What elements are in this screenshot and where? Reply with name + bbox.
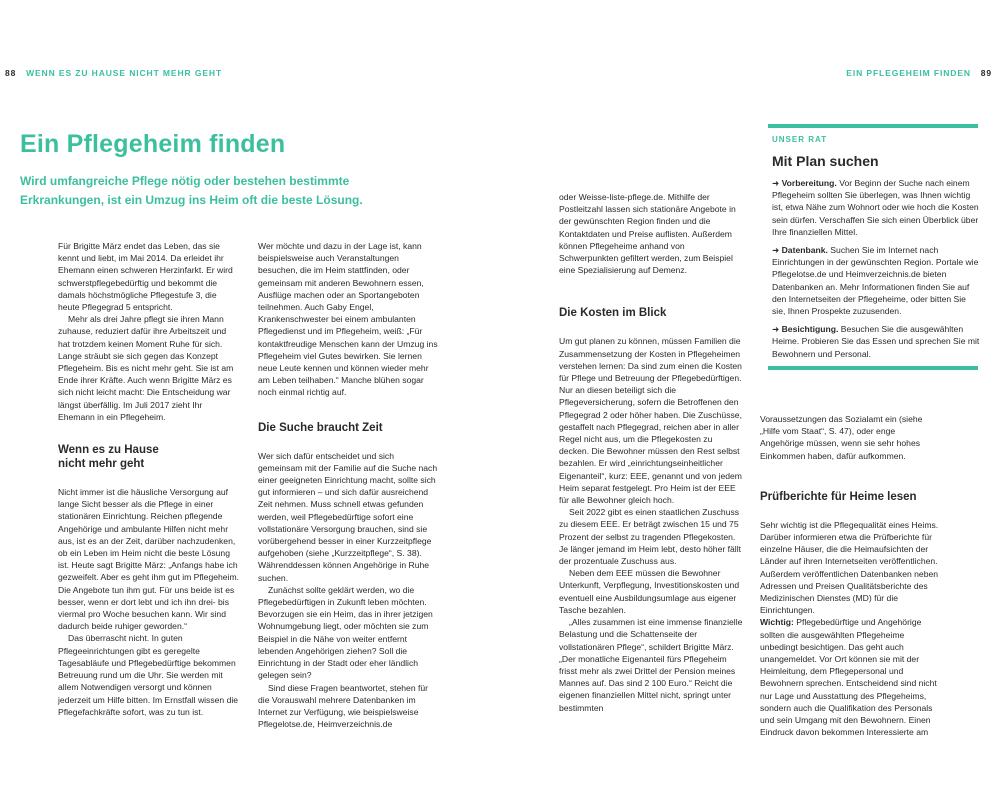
paragraph: Voraussetzungen das Sozialamt ein (siehe „Hilfe vom Staat“, S. 47), oder enge Angehörige müssen, wenn sie sehr hohes Einkommen haben, dafür aufkommen. <box>760 414 923 461</box>
paragraph: Mehr als drei Jahre pflegt sie ihren Mann zuhause, reduziert dafür ihre Arbeitszeit und hat trotzdem keinen Moment Ruhe für sich. Lange sträubt sie sich gegen das Konzept Pflegeheim. Bis es nicht mehr geht. Sie ist am Ende ihrer Kräfte. Auch wenn Brigitte März es sich nicht leicht macht: Die Entscheidung war längst überfällig. Im Juli 2017 zieht Ihr Ehemann in ein Pflegeheim. <box>58 314 234 422</box>
text-column-4 <box>760 413 940 738</box>
paragraph: Neben dem EEE müssen die Bewohner Unterkunft, Verpflegung, Investitionskosten und eventuell eine Ausbildungsumlage aus eigener Tasche bezahlen. <box>559 568 740 615</box>
arrow-right-icon: ➜ <box>772 178 780 188</box>
accent-bar-bottom <box>768 366 978 370</box>
text-column-3 <box>559 191 744 714</box>
paragraph: Wer sich dafür entscheidet und sich gemeinsam mit der Familie auf die Suche nach einer geeigneten Einrichtung macht, sollte sich gut informieren – und sich dafür ausreichend Zeit nehmen. Muss schnell etwas gefunden werden, weil Pflegebedürftige sofort eine vollstationäre Versorgung brauchen, sind sie vorübergehend besser in einer Kurzzeitpflege aufgehoben (siehe „Kurzzeitpflege“, S. 38). Währenddessen können Angehörige in Ruhe suchen. <box>258 450 438 583</box>
paragraph: Sehr wichtig ist die Pflegequalität eines Heims. Darüber informieren etwa die Prüfberichte für einzelne Häuser, die die Heimaufsichten der Länder auf ihren Internetseiten veröffentlichen. Außerdem veröffentlichen Datenbanken neben Adressen und Preisen Qualitätsberichte des Medizinischen Dienstes (MD) für die Einrichtungen. <box>760 519 939 616</box>
advice-term: Vorbereitung. <box>781 178 837 188</box>
paragraph: oder Weisse-liste-pflege.de. Mithilfe der Postleitzahl lassen sich stationäre Angebote in der gewünschten Region finden und die Kontaktdaten und Preise auflisten. Außerdem können Pflegeheime anhand von Schwerpunkten gefiltert werden, zum Beispiel eine Spezialisierung auf Demenz. <box>559 192 736 276</box>
paragraph: „Alles zusammen ist eine immense finanzielle Belastung und die Schattenseite der vollstationären Pflege“, schildert Brigitte März. „Der monatliche Eigenanteil fürs Pflegeheim frisst mehr als zwei Drittel der Pension meines Mannes auf. Das sind 2 100 Euro.“ Reicht die eigenen finanziellen Mittel nicht, springt unter bestimmten <box>559 617 743 713</box>
paragraph: Für Brigitte März endet das Leben, das sie kennt und liebt, im Mai 2014. Da erleidet ihr Ehemann einen schweren Herzinfarkt. Er wird schwerstpflegebedürftig und bekommt die damals höchstmögliche Pflegestufe 3, die heute Pflegegrad 5 entspricht. <box>58 241 233 313</box>
running-header-left <box>5 68 222 78</box>
section-heading: Die Kosten im Blick <box>559 307 667 320</box>
advice-item <box>772 323 980 360</box>
paragraph: Um gut planen zu können, müssen Familien die Zusammensetzung der Kosten in Pflegeheimen verstehen lernen: Da sind zum einen die Kosten für Pflege und Betreuung der Pflegebedürftigen. Nur an diesen beteiligt sich die Pflegeversicherung, sofern die Betroffenen den Pflegegrad 2 oder höher haben. Die Zuschüsse, gestaffelt nach Pflegegrad, reichen aber in aller Regel nicht aus, um die Pflegekosten zu decken. Die Bewohner müssen den Rest selbst bezahlen. Er wird „einrichtungseinheitlicher Eigenanteil“, kurz: EEE, genannt und von jedem Heim separat festgelegt. Pro Heim ist der EEE für alle Bewohner gleich hoch. <box>559 336 742 506</box>
page-number-right: 89 <box>980 68 992 78</box>
paragraph: Das überrascht nicht. In guten Pflegeeinrichtungen gibt es geregelte Tagesabläufe und Pflegebedürftige bekommen Betreuung rund um die Uhr. Sie werden mit allem Notwendigen versorgt und können jederzeit um Hilfe bitten. Im Ernstfall wissen die Pflegefachkräfte sofort, was zu tun ist. <box>58 633 239 717</box>
advice-term: Besichtigung. <box>781 324 839 335</box>
advice-text: Besuchen Sie die ausgewählten Heime. Probieren Sie das Essen und sprechen Sie mit Bewohnern und Personal. <box>772 324 980 359</box>
paragraph: Seit 2022 gibt es einen staatlichen Zuschuss zu diesem EEE. Er beträgt zwischen 15 und 75 Prozent der selbst zu tragenden Pflegekosten. Je länger jemand im Heim lebt, desto höher fällt der prozentuale Zuschuss aus. <box>559 507 741 567</box>
advice-items <box>772 177 980 360</box>
advice-box <box>768 124 978 370</box>
arrow-right-icon: ➜ <box>772 245 780 256</box>
paragraph <box>760 616 940 738</box>
paragraph-text: Pflegebedürftige und Angehörige sollten die ausgewählten Pflegeheime unbedingt besichtigen. Das geht auch unangemeldet. Vor Ort können sie mit der Heimleitung, dem Pflegepersonal und Bewohnern sprechen. Entscheidend sind nicht nur Lage und Ausstattung des Pflegeheims, sondern auch die Qualifikation des Personals und sein Umgang mit den Bewohnern. Einen Eindruck davon bekommen Interessierte am <box>760 617 937 738</box>
running-title-left: WENN ES ZU HAUSE NICHT MEHR GEHT <box>26 68 223 78</box>
section-heading: Wenn es zu Hause nicht mehr geht <box>58 444 159 471</box>
advice-item <box>772 244 980 317</box>
advice-label: UNSER RAT <box>772 135 828 144</box>
paragraph: Sind diese Fragen beantwortet, stehen für die Vorauswahl mehrere Datenbanken im Internet zur Verfügung, wie beispielsweise Pflegelotse.de, Heimverzeichnis.de <box>258 682 429 730</box>
accent-bar <box>768 124 978 128</box>
text-column-1 <box>58 240 240 718</box>
section-heading: Die Suche braucht Zeit <box>258 421 383 434</box>
emphasis: Wichtig: <box>760 617 794 628</box>
advice-item <box>772 177 980 238</box>
arrow-right-icon: ➜ <box>772 324 780 335</box>
article-title: Ein Pflegeheim finden <box>20 130 286 158</box>
advice-text: Suchen Sie im Internet nach Einrichtungen in der gewünschten Region. Portale wie Pflegelotse.de und Heimverzeichnis.de bieten Datenbanken an. Mehr Informationen finden Sie auf den Internetseiten der Pflegeheime, oder bitten Sie sie, Ihnen Prospekte zuzusenden. <box>772 245 979 317</box>
section-heading: Prüfberichte für Heime lesen <box>760 490 917 503</box>
running-header-right <box>846 68 992 78</box>
page-number-left: 88 <box>5 68 17 78</box>
advice-title: Mit Plan suchen <box>772 153 879 169</box>
running-title-right: EIN PFLEGEHEIM FINDEN <box>846 68 971 78</box>
article-lead: Wird umfangreiche Pflege nötig oder bestehen bestimmte Erkrankungen, ist ein Umzug ins Heim oft die beste Lösung. <box>20 174 363 207</box>
paragraph: Nicht immer ist die häusliche Versorgung auf lange Sicht besser als die Pflege in einer stationären Einrichtung. Reichen pflegende Angehörige und ambulante Hilfen nicht mehr aus, ist es an der Zeit, darüber nachzudenken, ob ein Leben im Heim nicht die beste Lösung ist. Heute sagt Brigitte März: „Anfangs habe ich gezweifelt. Aber es geht ihm gut im Pflegeheim. Die Angebote tun ihm gut. Für uns beide ist es besser, wenn er dort lebt und ich ihn drei- bis viermal pro Woche besuchen kann. Wir sind dadurch beide ruhiger geworden.“ <box>58 487 240 632</box>
paragraph: Zunächst sollte geklärt werden, wo die Pflegebedürftigen in Zukunft leben möchten. Bevorzugen sie ein Heim, das in ihrer jetzigen Wohnumgebung liegt, oder möchten sie zum Beispiel in die Nähe von weiter entfernt lebenden Angehörigen ziehen? Soll die Einrichtung in der Stadt oder eher ländlich gelegen sein? <box>258 584 433 681</box>
paragraph: Wer möchte und dazu in der Lage ist, kann beispielsweise auch Veranstaltungen besuchen, die im Heim stattfinden, oder gemeinsam mit anderen Bewohnern essen, Ausflüge machen oder an Sportangeboten teilnehmen. Auch Gaby Engel, Krankenschwester bei einem ambulanten Pflegedienst und im Pflegeheim, weiß: „Für kontaktfreudige Menschen kann der Umzug ins Pflegeheim viel Gutes bewirken. Sie lernen neue Leute kennen und können wieder mehr am Leben teilhaben.“ Manche blühen sogar noch einmal richtig auf. <box>258 241 438 398</box>
text-column-2 <box>258 240 438 730</box>
advice-term: Datenbank. <box>781 245 828 256</box>
advice-text: Vor Beginn der Suche nach einem Pflegeheim sollten Sie überlegen, was Ihnen wichtig ist, etwa Nähe zum Wohnort oder wie hoch die Kosten sein dürfen. Verschaffen Sie sich einen Überblick über Ihre finanziellen Mittel. <box>772 178 979 237</box>
